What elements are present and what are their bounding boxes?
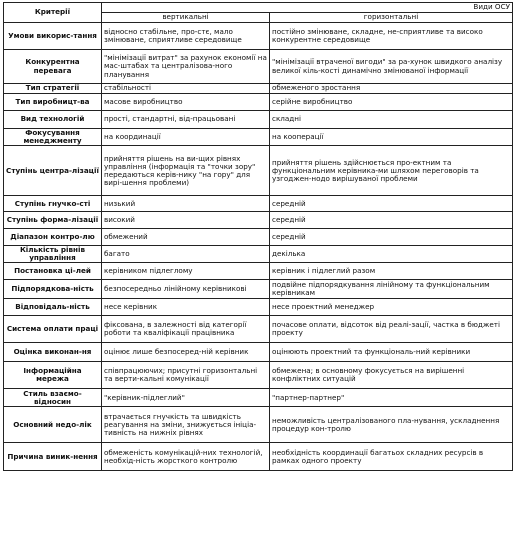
vertical-cell: багато	[102, 246, 270, 263]
vertical-cell: стабільності	[102, 84, 270, 94]
table-row	[4, 299, 513, 316]
header-vertical: вертикальні	[102, 13, 270, 23]
horizontal-cell: обмеженого зростання	[270, 84, 513, 94]
table-row	[4, 246, 513, 263]
criterion-cell: Фокусування менеджменту	[4, 129, 102, 146]
criterion-cell: Тип виробницт-ва	[4, 94, 102, 111]
table-row	[4, 443, 513, 471]
table-row	[4, 343, 513, 362]
criterion-cell: Умови викорис-тання	[4, 23, 102, 50]
table-row	[4, 111, 513, 129]
table-row	[4, 316, 513, 343]
horizontal-cell: постійно змінюване, складне, не-сприятливе та високо конкурентне середовище	[270, 23, 513, 50]
horizontal-cell: подвійне підпорядкування лінійному та функціональним керівникам	[270, 280, 513, 299]
table-row	[4, 362, 513, 389]
vertical-cell: масове виробництво	[102, 94, 270, 111]
criterion-cell: Стиль взаємо-відносин	[4, 389, 102, 407]
horizontal-cell: складні	[270, 111, 513, 129]
horizontal-cell: неможливість централізованого пла-нування, ускладнення процедур кон-тролю	[270, 407, 513, 443]
horizontal-cell: "мінімізації втраченої вигоди" за ра-хунок швидкого аналізу великої кіль-кості динамічно змінюваної інформації	[270, 50, 513, 84]
horizontal-cell: необхідність координації багатьох складних ресурсів в рамках одного проекту	[270, 443, 513, 471]
header-row-top	[4, 3, 513, 13]
criterion-cell: Ступінь центра-лізації	[4, 146, 102, 196]
criterion-cell: Конкурентна перевага	[4, 50, 102, 84]
vertical-cell: обмеженість комунікацій-них технологій, необхід-ність жорсткого контролю	[102, 443, 270, 471]
criterion-cell: Ступінь гнучко-сті	[4, 196, 102, 212]
horizontal-cell: прийняття рішень здійснюється про-ектним та функціональним керівника-ми шляхом переговорів та узгоджен-нодо вирішуваної проблеми	[270, 146, 513, 196]
vertical-cell: "керівник-підлеглий"	[102, 389, 270, 407]
table-row	[4, 94, 513, 111]
table-row	[4, 407, 513, 443]
horizontal-cell: середній	[270, 229, 513, 246]
criterion-cell: Кількість рівнів управління	[4, 246, 102, 263]
vertical-cell: прості, стандартні, від-працьовані	[102, 111, 270, 129]
table-row	[4, 146, 513, 196]
horizontal-cell: серійне виробництво	[270, 94, 513, 111]
criterion-cell: Причина виник-нення	[4, 443, 102, 471]
horizontal-cell: оцінюють проектний та функціональ-ний керівники	[270, 343, 513, 362]
criterion-cell: Вид технологій	[4, 111, 102, 129]
header-ocs-types: Види ОСУ	[102, 3, 513, 13]
table-row	[4, 84, 513, 94]
criterion-cell: Інформаційна мережа	[4, 362, 102, 389]
table-row	[4, 129, 513, 146]
table-row	[4, 229, 513, 246]
table-row	[4, 280, 513, 299]
vertical-cell: безпосередньо лінійному керівникові	[102, 280, 270, 299]
vertical-cell: несе керівник	[102, 299, 270, 316]
header-horizontal: горизонтальні	[270, 13, 513, 23]
vertical-cell: оцінює лише безпосеред-ній керівник	[102, 343, 270, 362]
horizontal-cell: середній	[270, 212, 513, 229]
horizontal-cell: несе проектний менеджер	[270, 299, 513, 316]
criterion-cell: Ступінь форма-лізації	[4, 212, 102, 229]
vertical-cell: відносно стабільне, про-стє, мало змінюване, сприятливе середовище	[102, 23, 270, 50]
criterion-cell: Відповідаль-ність	[4, 299, 102, 316]
criterion-cell: Система оплати праці	[4, 316, 102, 343]
table-row	[4, 263, 513, 280]
vertical-cell: на координації	[102, 129, 270, 146]
vertical-cell: фіксована, в залежності від категорії роботи та кваліфікації працівника	[102, 316, 270, 343]
criterion-cell: Постановка ці-лей	[4, 263, 102, 280]
vertical-cell: співпрацюючих; присутні горизонтальні та верти-кальні комунікації	[102, 362, 270, 389]
horizontal-cell: декілька	[270, 246, 513, 263]
horizontal-cell: "партнер-партнер"	[270, 389, 513, 407]
horizontal-cell: обмежена; в основному фокусується на вирішенні конфліктних ситуацій	[270, 362, 513, 389]
criterion-cell: Підпорядкова-ність	[4, 280, 102, 299]
criterion-cell: Оцінка виконан-ня	[4, 343, 102, 362]
vertical-cell: керівником підлеглому	[102, 263, 270, 280]
table-row	[4, 196, 513, 212]
horizontal-cell: керівник і підлеглий разом	[270, 263, 513, 280]
criterion-cell: Тип стратегії	[4, 84, 102, 94]
table-row	[4, 23, 513, 50]
horizontal-cell: почасове оплати, відсоток від реалі-зації, частка в бюджеті проекту	[270, 316, 513, 343]
horizontal-cell: середній	[270, 196, 513, 212]
table-row	[4, 50, 513, 84]
header-criteria: Критерії	[4, 3, 102, 23]
vertical-cell: прийняття рішень на ви-щих рівнях управління (інформація та "точки зору" передаються керів-нику "на гору" для вирі-шення проблеми)	[102, 146, 270, 196]
criteria-table	[3, 2, 513, 471]
vertical-cell: "мінімізації витрат" за рахунок економії на мас-штабах та централізова-ного планування	[102, 50, 270, 84]
vertical-cell: низький	[102, 196, 270, 212]
vertical-cell: високий	[102, 212, 270, 229]
horizontal-cell: на кооперації	[270, 129, 513, 146]
table-row	[4, 212, 513, 229]
table-row	[4, 389, 513, 407]
vertical-cell: втрачається гнучкість та швидкість реагування на зміни, знижується ініціа-тивність на нижніх рівнях	[102, 407, 270, 443]
criterion-cell: Діапазон контро-лю	[4, 229, 102, 246]
criterion-cell: Основний недо-лік	[4, 407, 102, 443]
vertical-cell: обмежений	[102, 229, 270, 246]
